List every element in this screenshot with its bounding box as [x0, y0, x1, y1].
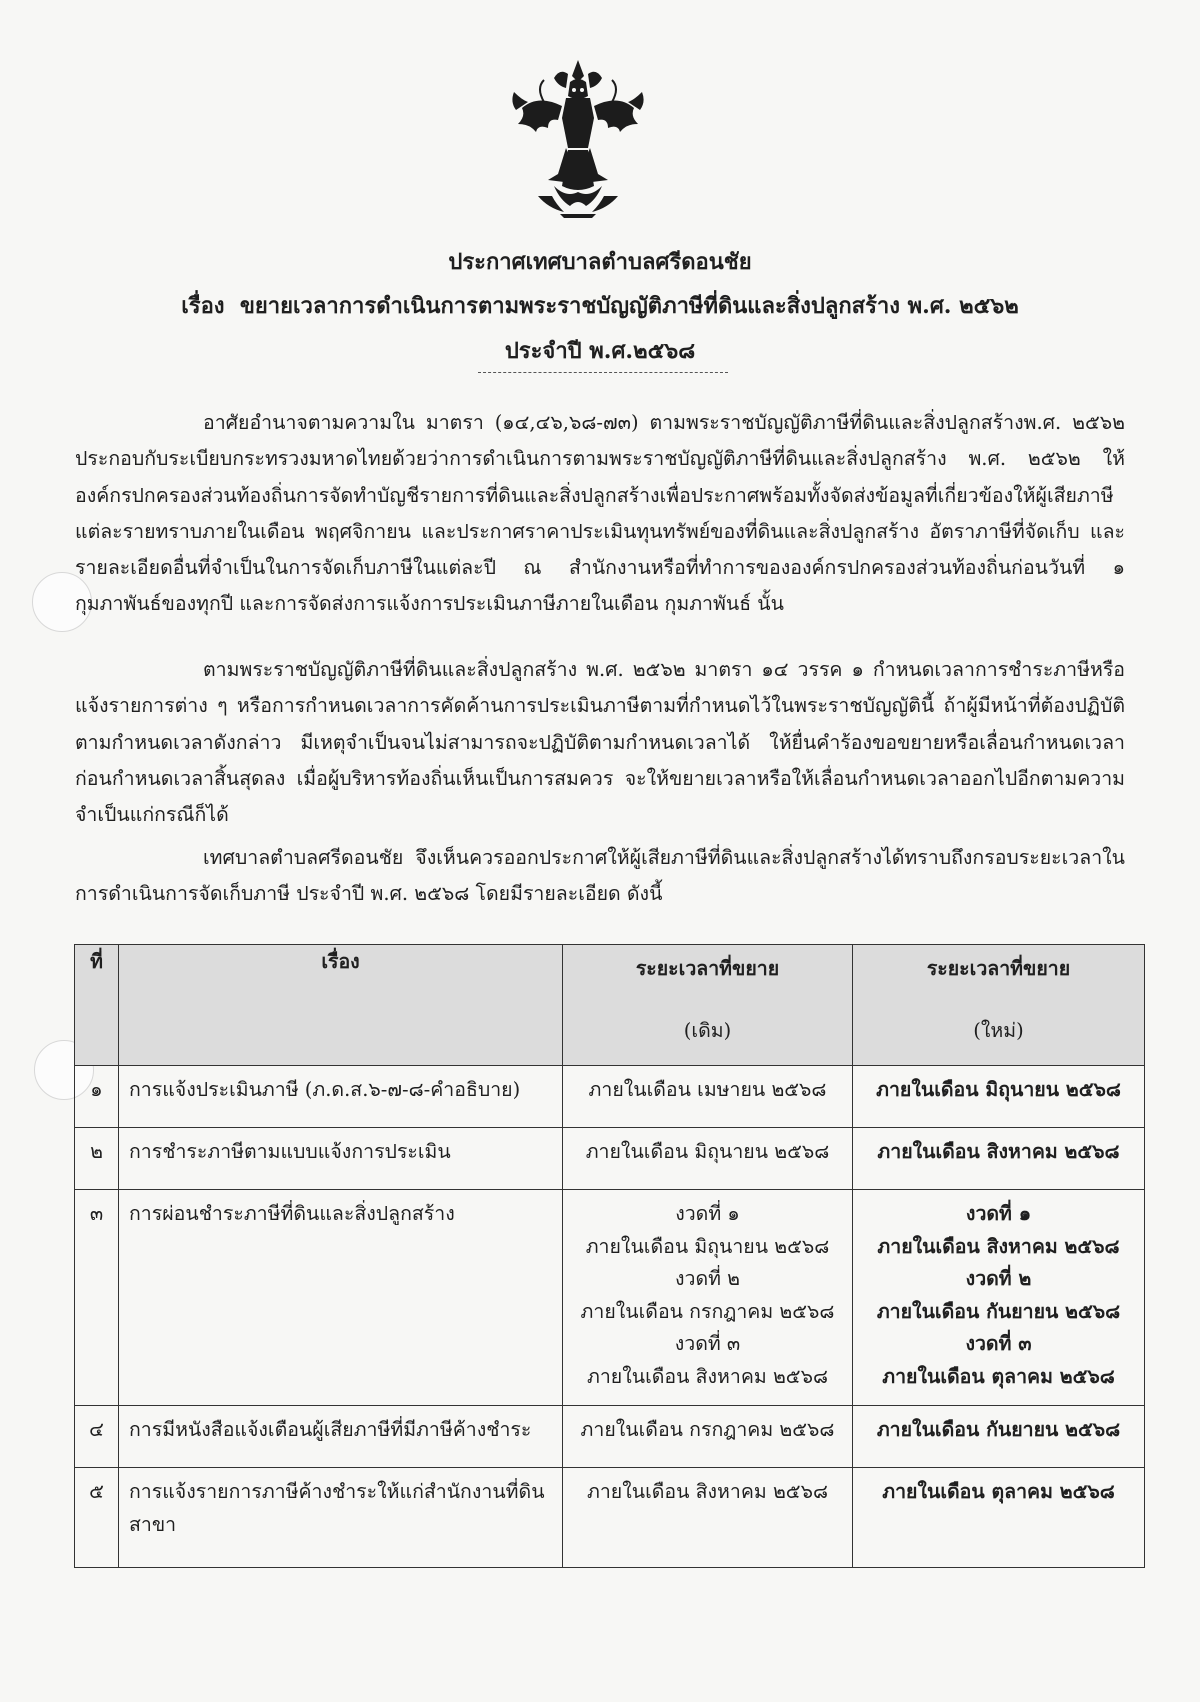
header-divider: [478, 372, 728, 373]
period-line: ภายในเดือน สิงหาคม ๒๕๖๘: [877, 1140, 1120, 1163]
announcement-year: ประจำปี พ.ศ.๒๕๖๘: [504, 338, 696, 364]
period-line: ภายในเดือน มิถุนายน ๒๕๖๘: [876, 1078, 1121, 1101]
period-line: ภายในเดือน สิงหาคม ๒๕๖๘: [586, 1364, 828, 1388]
paragraph-2: [75, 652, 1125, 833]
table-row: [75, 1468, 1145, 1568]
header-old-line-2: (เดิม): [683, 1019, 732, 1042]
subject-label: เรื่อง: [181, 293, 225, 319]
paragraph-3: [75, 840, 1125, 913]
table-row: [75, 1190, 1145, 1406]
paragraph-1-text: อาศัยอำนาจตามความใน มาตรา (๑๔,๔๖,๖๘-๗๓) ตามพระราชบัญญัติภาษีที่ดินและสิ่งปลูกสร้างพ.ศ. ๒๕๖๒ ประกอบกับระเบียบกระทรวงมหาดไทยด้วยว่าการดำเนินการตามพระราชบัญญัติภาษีที่ดินและสิ่งปลูกสร้าง พ.ศ. ๒๕๖๒ ให้องค์กรปกครองส่วนท้องถิ่นการจัดทำบัญชีรายการที่ดินและสิ่งปลูกสร้างเพื่อประกาศพร้อมทั้งจัดส่งข้อมูลที่เกี่ยวข้องให้ผู้เสียภาษีแต่ละรายทราบภายในเดือน พฤศจิกายน และประกาศราคาประเมินทุนทรัพย์ของที่ดินและสิ่งปลูกสร้าง อัตราภาษีที่จัดเก็บ และรายละเอียดอื่นที่จำเป็นในการจัดเก็บภาษีในแต่ละปี ณ สำนักงานหรือที่ทำการขององค์กรปกครองส่วนท้องถิ่นก่อนวันที่ ๑ กุมภาพันธ์ของทุกปี และการจัดส่งการแจ้งการประเมินภาษีภายในเดือน กุมภาพันธ์ นั้น: [75, 411, 1125, 616]
table-body: [75, 1066, 1145, 1568]
row-old-period: [563, 1406, 853, 1468]
row-subject: การผ่อนชำระภาษีที่ดินและสิ่งปลูกสร้าง: [119, 1190, 563, 1406]
header-old-period: [563, 945, 853, 1066]
table-row: [75, 1128, 1145, 1190]
row-number: ๒: [75, 1128, 119, 1190]
period-line: งวดที่ ๑: [965, 1202, 1032, 1225]
period-line: ภายในเดือน สิงหาคม ๒๕๖๘: [586, 1480, 828, 1503]
schedule-table: [74, 944, 1145, 1568]
row-new-period: [853, 1406, 1145, 1468]
row-subject: การชำระภาษีตามแบบแจ้งการประเมิน: [119, 1128, 563, 1190]
period-line: ภายในเดือน มิถุนายน ๒๕๖๘: [585, 1234, 830, 1258]
row-old-period: [563, 1468, 853, 1568]
header-subject: เรื่อง: [119, 945, 563, 1066]
period-line: ภายในเดือน มิถุนายน ๒๕๖๘: [585, 1140, 830, 1163]
table-row: [75, 1406, 1145, 1468]
paragraph-2-text: ตามพระราชบัญญัติภาษีที่ดินและสิ่งปลูกสร้าง พ.ศ. ๒๕๖๒ มาตรา ๑๔ วรรค ๑ กำหนดเวลาการชำระภาษีหรือแจ้งรายการต่าง ๆ หรือการกำหนดเวลาการคัดค้านการประเมินภาษีตามที่กำหนดไว้ในพระราชบัญญัตินี้ ถ้าผู้มีหน้าที่ต้องปฏิบัติตามกำหนดเวลาดังกล่าว มีเหตุจำเป็นจนไม่สามารถจะปฏิบัติตามกำหนดเวลาได้ ให้ยื่นคำร้องขอขยายหรือเลื่อนกำหนดเวลาก่อนกำหนดเวลาสิ้นสุดลง เมื่อผู้บริหารท้องถิ่นเห็นเป็นการสมควร จะให้ขยายเวลาหรือให้เลื่อนกำหนดเวลาออกไปอีกตามความจำเป็นแก่กรณีก็ได้: [75, 658, 1126, 827]
period-line: ภายในเดือน สิงหาคม ๒๕๖๘: [877, 1234, 1120, 1258]
period-line: งวดที่ ๑: [675, 1202, 740, 1225]
table-row: [75, 1066, 1145, 1128]
period-line: ภายในเดือน ตุลาคม ๒๕๖๘: [882, 1480, 1115, 1503]
row-number: ๔: [75, 1406, 119, 1468]
table-header-row: [75, 945, 1145, 1066]
period-line: ภายในเดือน กันยายน ๒๕๖๘: [876, 1299, 1121, 1323]
period-line: ภายในเดือน กรกฎาคม ๒๕๖๘: [580, 1299, 835, 1323]
header-old-line-1: ระยะเวลาที่ขยาย: [635, 957, 780, 980]
period-line: ภายในเดือน กรกฎาคม ๒๕๖๘: [580, 1418, 835, 1441]
row-number: ๕: [75, 1468, 119, 1568]
row-subject: การมีหนังสือแจ้งเตือนผู้เสียภาษีที่มีภาษีค้างชำระ: [119, 1406, 563, 1468]
row-number: ๓: [75, 1190, 119, 1406]
period-line: งวดที่ ๓: [965, 1332, 1032, 1355]
header-new-line-2: (ใหม่): [973, 1019, 1024, 1042]
row-new-period: [853, 1066, 1145, 1128]
header-no: ที่: [75, 945, 119, 1066]
period-line: งวดที่ ๒: [674, 1267, 741, 1290]
row-subject: การแจ้งประเมินภาษี (ภ.ด.ส.๖-๗-๘-คำอธิบาย): [119, 1066, 563, 1128]
period-line: ภายในเดือน เมษายน ๒๕๖๘: [588, 1078, 827, 1101]
period-line: งวดที่ ๓: [674, 1332, 741, 1355]
row-old-period: [563, 1128, 853, 1190]
paragraph-3-text: เทศบาลตำบลศรีดอนชัย จึงเห็นควรออกประกาศให้ผู้เสียภาษีที่ดินและสิ่งปลูกสร้างได้ทราบถึงกรอบระยะเวลาในการดำเนินการจัดเก็บภาษี ประจำปี พ.ศ. ๒๕๖๘ โดยมีรายละเอียด ดังนี้: [75, 846, 1125, 906]
row-old-period: [563, 1066, 853, 1128]
row-subject: การแจ้งรายการภาษีค้างชำระให้แก่สำนักงานที่ดินสาขา: [119, 1468, 563, 1568]
header-new-period: [853, 945, 1145, 1066]
subject-text: ขยายเวลาการดำเนินการตามพระราชบัญญัติภาษีที่ดินและสิ่งปลูกสร้าง พ.ศ. ๒๕๖๒: [239, 293, 1019, 319]
garuda-emblem-icon: [508, 58, 648, 218]
period-line: ภายในเดือน ตุลาคม ๒๕๖๘: [882, 1364, 1115, 1388]
paragraph-1: [75, 405, 1125, 623]
period-line: งวดที่ ๒: [965, 1267, 1032, 1290]
announcement-title: ประกาศเทศบาลตำบลศรีดอนชัย: [448, 249, 752, 275]
row-new-period: [853, 1128, 1145, 1190]
row-number: ๑: [75, 1066, 119, 1128]
row-new-period: [853, 1468, 1145, 1568]
period-line: ภายในเดือน กันยายน ๒๕๖๘: [876, 1418, 1121, 1441]
header-new-line-1: ระยะเวลาที่ขยาย: [926, 957, 1071, 980]
row-old-period: [563, 1190, 853, 1406]
announcement-subject: [0, 288, 1200, 323]
row-new-period: [853, 1190, 1145, 1406]
